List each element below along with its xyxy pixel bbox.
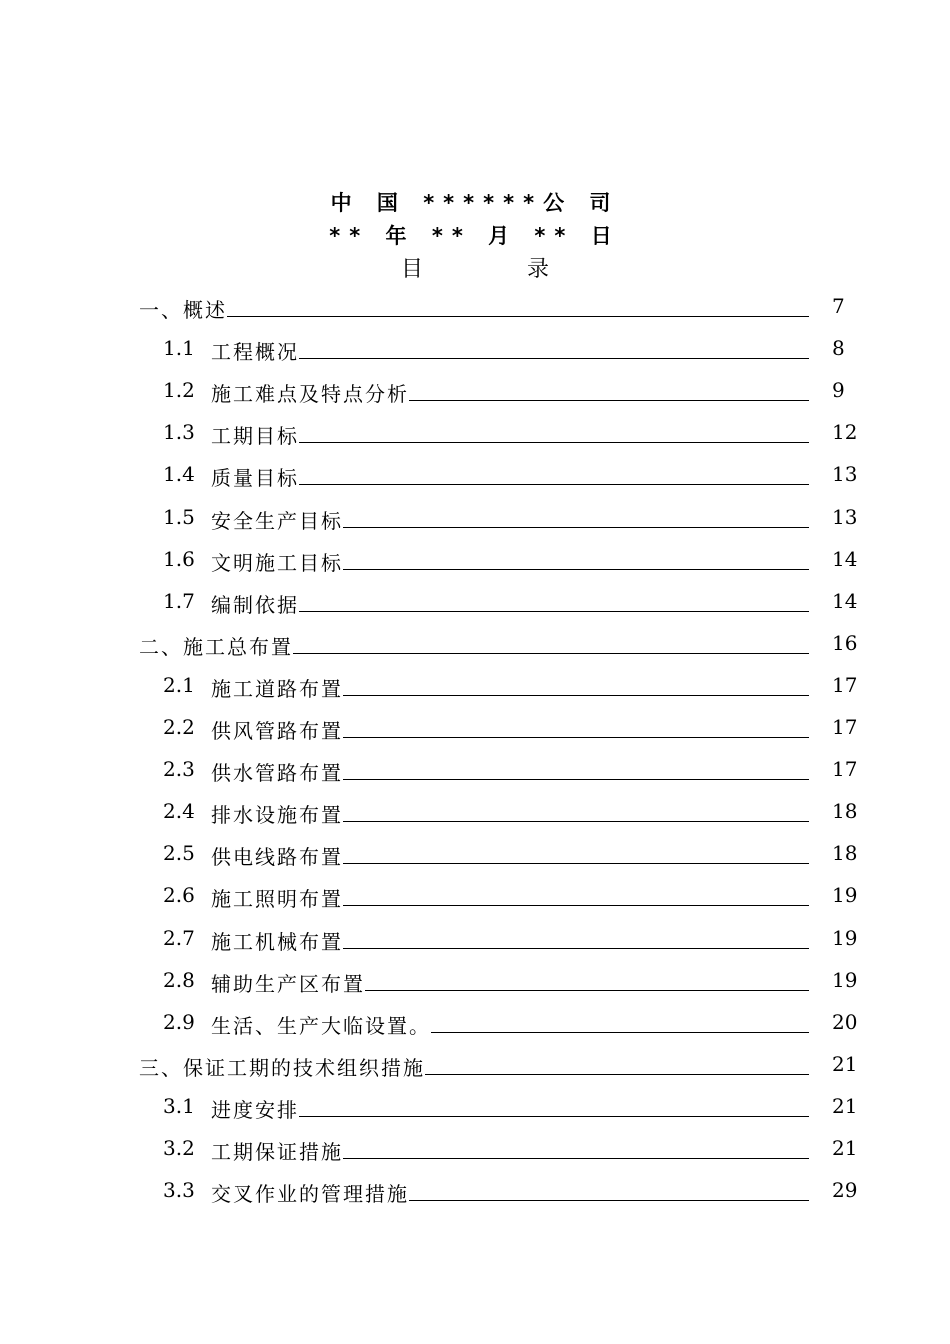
toc-entry[interactable] [0,412,950,454]
toc-leader-line [211,442,809,443]
toc-entry-number: 1.5 [163,504,195,529]
toc-entry[interactable] [0,1128,950,1170]
toc-leader-line [211,358,809,359]
toc-entry[interactable] [0,749,950,791]
toc-entry[interactable] [0,707,950,749]
toc-entry-label: 安全生产目标 [211,505,343,534]
toc-entry-page: 29 [832,1178,858,1203]
toc-entry-label: 交叉作业的管理措施 [211,1178,409,1207]
toc-entry[interactable] [0,539,950,581]
toc-entry-label: 施工照明布置 [211,883,343,912]
toc-entry-label: 编制依据 [211,589,299,618]
toc-entry[interactable] [0,328,950,370]
toc-entry-label: 辅助生产区布置 [211,968,365,997]
toc-entry-label: 供电线路布置 [211,841,343,870]
toc-entry[interactable] [0,791,950,833]
toc-entry-number: 1.2 [163,378,195,403]
toc-entry-page: 13 [832,462,858,487]
toc-entry-page: 16 [832,630,858,655]
toc-entry[interactable] [0,1086,950,1128]
toc-entry-page: 19 [832,925,858,950]
toc-entry-page: 8 [832,336,845,361]
toc-entry[interactable] [0,623,950,665]
toc-entry-number: 1.7 [163,588,195,613]
document-date: ** 年 ** 月 ** 日 [329,224,621,248]
toc-entry[interactable] [0,286,950,328]
toc-entry-number: 3.1 [163,1093,195,1118]
toc-entry-page: 21 [832,1093,858,1118]
toc-entry-number: 1.1 [163,336,195,361]
toc-entry-page: 14 [832,546,858,571]
toc-entry[interactable] [0,1044,950,1086]
toc-entry[interactable] [0,960,950,1002]
toc-entry-label: 供风管路布置 [211,715,343,744]
toc-entry[interactable] [0,581,950,623]
toc-entry-label: 工期保证措施 [211,1136,343,1165]
toc-entry-number: 2.8 [163,967,195,992]
company-name: 中 国 ******公 司 [330,191,620,215]
toc-entry-label: 文明施工目标 [211,547,343,576]
toc-entry-page: 21 [832,1051,858,1076]
toc-entry-page: 18 [832,841,858,866]
toc-leader-line [211,1116,809,1117]
toc-entry[interactable] [0,1170,950,1212]
toc-entry-number: 3.3 [163,1178,195,1203]
toc-entry-number: 2.1 [163,672,195,697]
toc-entry-label: 工程概况 [211,336,299,365]
toc-entry-label: 施工机械布置 [211,926,343,955]
toc-entry-page: 14 [832,588,858,613]
toc-entry-label: 质量目标 [211,462,299,491]
toc-entry-number: 2.5 [163,841,195,866]
toc-entry-number: 2.9 [163,1009,195,1034]
toc-entry-number: 2.7 [163,925,195,950]
toc-leader-line [211,611,809,612]
toc-entry[interactable] [0,833,950,875]
toc-title-left: 目 [400,257,423,282]
toc-entry-number: 1.4 [163,462,195,487]
toc-entry-label: 二、施工总布置 [139,631,293,660]
toc-entry-page: 9 [832,378,845,403]
toc-entry-number: 3.2 [163,1136,195,1160]
toc-entry-page: 13 [832,504,858,529]
toc-entry-page: 19 [832,967,858,992]
toc-entry[interactable] [0,1002,950,1044]
toc-entry-page: 17 [832,672,858,697]
toc-entry-label: 一、概述 [139,294,227,323]
toc-entry-label: 进度安排 [211,1094,299,1123]
toc-entry-label: 施工道路布置 [211,673,343,702]
toc-entry-number: 1.3 [163,420,195,445]
toc-entry[interactable] [0,665,950,707]
toc-entry-number: 1.6 [163,546,195,571]
toc-entry-page: 17 [832,715,858,739]
toc-entry-label: 工期目标 [211,420,299,449]
toc-entry-page: 12 [832,420,858,445]
toc-entry-number: 2.4 [163,799,195,824]
toc-leader-line [211,484,809,485]
toc-entry-label: 生活、生产大临设置。 [211,1010,431,1039]
toc-entry[interactable] [0,370,950,412]
toc-leader-line [139,316,809,317]
toc-entry[interactable] [0,497,950,539]
toc-entry-number: 2.2 [163,715,195,739]
toc-entry-label: 施工难点及特点分析 [211,378,409,407]
toc-title [0,252,950,283]
toc-entry[interactable] [0,918,950,960]
toc-title-right: 录 [527,257,550,282]
toc-entry-label: 排水设施布置 [211,799,343,828]
toc-entry-page: 18 [832,799,858,824]
toc-entry-page: 17 [832,757,858,782]
toc-entry-label: 三、保证工期的技术组织措施 [139,1052,425,1081]
toc-entry[interactable] [0,875,950,917]
toc-entry-number: 2.6 [163,883,195,908]
toc-entry-page: 20 [832,1009,858,1034]
toc-entry-page: 21 [832,1136,858,1160]
toc-entry-label: 供水管路布置 [211,757,343,786]
toc-entry-number: 2.3 [163,757,195,782]
toc-entry-page: 19 [832,883,858,908]
toc-entry-page: 7 [832,294,845,318]
toc-entry[interactable] [0,454,950,496]
